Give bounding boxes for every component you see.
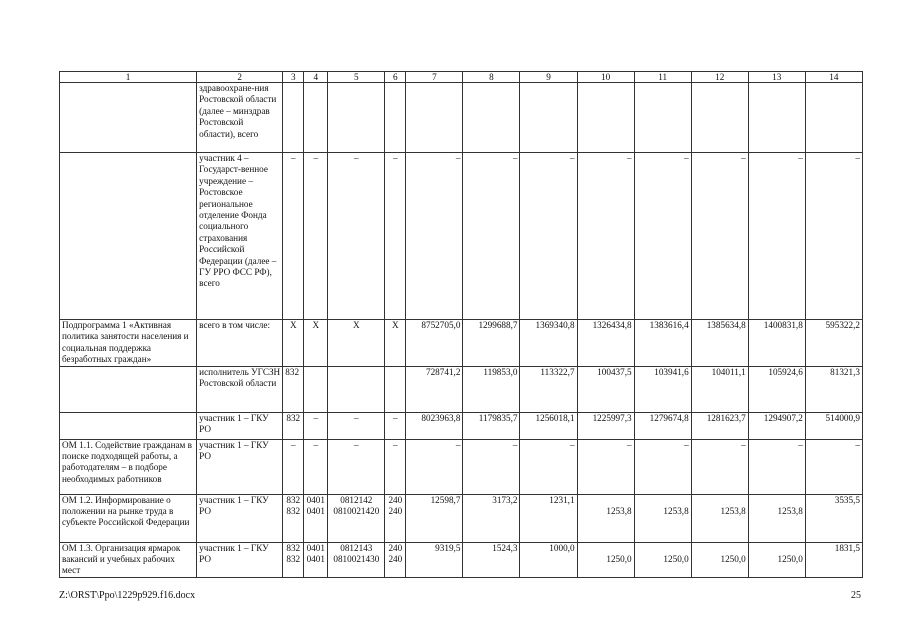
table-cell: X [385,320,406,367]
table-cell: 119853,0 [463,366,520,412]
table-cell [520,83,577,153]
table-cell: ОМ 1.3. Организация ярмарок вакансий и учебных рабочих мест [60,542,197,577]
table-cell: – [748,153,805,320]
table-cell: – [577,439,634,494]
table-cell: – [406,439,463,494]
table-cell: – [463,153,520,320]
table-row [60,153,863,320]
table-row [60,494,863,542]
table-cell: 240 240 [385,494,406,542]
table-row [60,320,863,367]
table-cell: – [463,439,520,494]
table-cell: – [520,439,577,494]
table-cell: 595322,2 [805,320,862,367]
table-cell: 832 832 [283,494,304,542]
table-cell: 8023963,8 [406,412,463,439]
table-cell: 0812143 0810021430 [328,542,385,577]
table-cell: – [577,153,634,320]
header-cell: 13 [748,72,805,83]
table-cell: – [385,439,406,494]
table-cell: 1250,0 [577,542,634,577]
table-cell: 832 [283,366,304,412]
header-row [60,72,863,83]
table-cell: здравоохране-ния Ростовской области (далее – минздрав Ростовской области), всего [197,83,283,153]
table-cell: ОМ 1.2. Информирование о положении на рынке труда в субъекте Российской Федерации [60,494,197,542]
table-cell: 105924,6 [748,366,805,412]
table-cell: 1225997,3 [577,412,634,439]
header-cell: 2 [197,72,283,83]
header-cell: 3 [283,72,304,83]
table-cell: Подпрограмма 1 «Активная политика занятости населения и социальная поддержка безработных граждан» [60,320,197,367]
table-cell: 9319,5 [406,542,463,577]
table-cell: 514000,9 [805,412,862,439]
table-cell: 1250,0 [691,542,748,577]
table-cell [328,366,385,412]
table-cell: 3535,5 [805,494,862,542]
table-cell: участник 1 – ГКУ РО [197,439,283,494]
table-cell: участник 1 – ГКУ РО [197,542,283,577]
table-cell [328,83,385,153]
table-cell: 1831,5 [805,542,862,577]
footer-file-path: Z:\ORST\Ppo\1229p929.f16.docx [59,590,196,601]
table-cell: 1385634,8 [691,320,748,367]
budget-table [59,71,863,578]
header-cell: 9 [520,72,577,83]
table-cell: 8752705,0 [406,320,463,367]
table-cell: 1294907,2 [748,412,805,439]
header-cell: 1 [60,72,197,83]
table-cell: – [304,153,328,320]
table-cell: – [805,153,862,320]
table-cell: 1326434,8 [577,320,634,367]
table-cell: 81321,3 [805,366,862,412]
table-cell [577,83,634,153]
table-cell: – [691,153,748,320]
table-cell: 1250,0 [634,542,691,577]
table-cell: 0812142 0810021420 [328,494,385,542]
table-cell: – [283,439,304,494]
table-cell: исполнитель УГСЗН Ростовской области [197,366,283,412]
table-cell: – [385,412,406,439]
footer-page-number: 25 [851,590,861,601]
table-row [60,439,863,494]
table-cell: 0401 0401 [304,542,328,577]
table-cell: – [283,153,304,320]
header-cell: 11 [634,72,691,83]
table-cell [634,83,691,153]
table-cell [304,83,328,153]
table-cell: X [328,320,385,367]
table-cell: 1299688,7 [463,320,520,367]
table-cell: – [385,153,406,320]
table-cell: 104011,1 [691,366,748,412]
table-cell: 3173,2 [463,494,520,542]
table-cell: 1400831,8 [748,320,805,367]
table-cell [385,83,406,153]
table-cell: 832 832 [283,542,304,577]
table-cell [463,83,520,153]
header-cell: 4 [304,72,328,83]
table-cell [60,366,197,412]
table-cell: 1256018,1 [520,412,577,439]
table-row [60,542,863,577]
table-cell: – [634,439,691,494]
table-cell: 1253,8 [691,494,748,542]
table-cell: – [406,153,463,320]
table-cell [805,83,862,153]
table-cell: 1369340,8 [520,320,577,367]
table-cell: 1250,0 [748,542,805,577]
table-cell: 1383616,4 [634,320,691,367]
table-row [60,366,863,412]
header-cell: 14 [805,72,862,83]
table-cell: – [748,439,805,494]
table-cell: 1253,8 [577,494,634,542]
table-cell: 240 240 [385,542,406,577]
table-cell: – [328,439,385,494]
header-cell: 12 [691,72,748,83]
header-cell: 7 [406,72,463,83]
header-cell: 5 [328,72,385,83]
table-cell: – [805,439,862,494]
table-cell: – [328,412,385,439]
table-cell: 1253,8 [748,494,805,542]
table-cell [304,366,328,412]
header-cell: 8 [463,72,520,83]
table-cell: ОМ 1.1. Содействие гражданам в поиске подходящей работы, а работодателям – в подборе необходимых работников [60,439,197,494]
table-cell [60,153,197,320]
table-cell: 1231,1 [520,494,577,542]
table-cell: – [304,439,328,494]
table-cell: 1253,8 [634,494,691,542]
table-cell: 1000,0 [520,542,577,577]
table-cell [283,83,304,153]
table-row [60,83,863,153]
table-cell: – [691,439,748,494]
table-cell: 1524,3 [463,542,520,577]
table-cell: – [328,153,385,320]
table-cell: X [304,320,328,367]
header-cell: 6 [385,72,406,83]
table-cell: 1281623,7 [691,412,748,439]
table-cell: 12598,7 [406,494,463,542]
table-cell [691,83,748,153]
header-cell: 10 [577,72,634,83]
table-cell: 1179835,7 [463,412,520,439]
table-cell: участник 4 – Государст-венное учреждение – Ростовское региональное отделение Фонда социального страхования Российской Федерации (далее – ГУ РРО ФСС РФ), всего [197,153,283,320]
table-row [60,412,863,439]
table-cell: 832 [283,412,304,439]
table-cell: – [634,153,691,320]
table-cell [385,366,406,412]
table-cell: – [304,412,328,439]
table-cell [60,83,197,153]
table-cell: X [283,320,304,367]
table-cell: участник 1 – ГКУ РО [197,494,283,542]
table-cell [748,83,805,153]
table-cell [406,83,463,153]
table-cell: 100437,5 [577,366,634,412]
table-cell: участник 1 – ГКУ РО [197,412,283,439]
table-cell: 113322,7 [520,366,577,412]
table-cell: всего в том числе: [197,320,283,367]
table-cell: 103941,6 [634,366,691,412]
table-cell: – [520,153,577,320]
table-cell: 728741,2 [406,366,463,412]
table-cell [60,412,197,439]
table-cell: 1279674,8 [634,412,691,439]
table-cell: 0401 0401 [304,494,328,542]
